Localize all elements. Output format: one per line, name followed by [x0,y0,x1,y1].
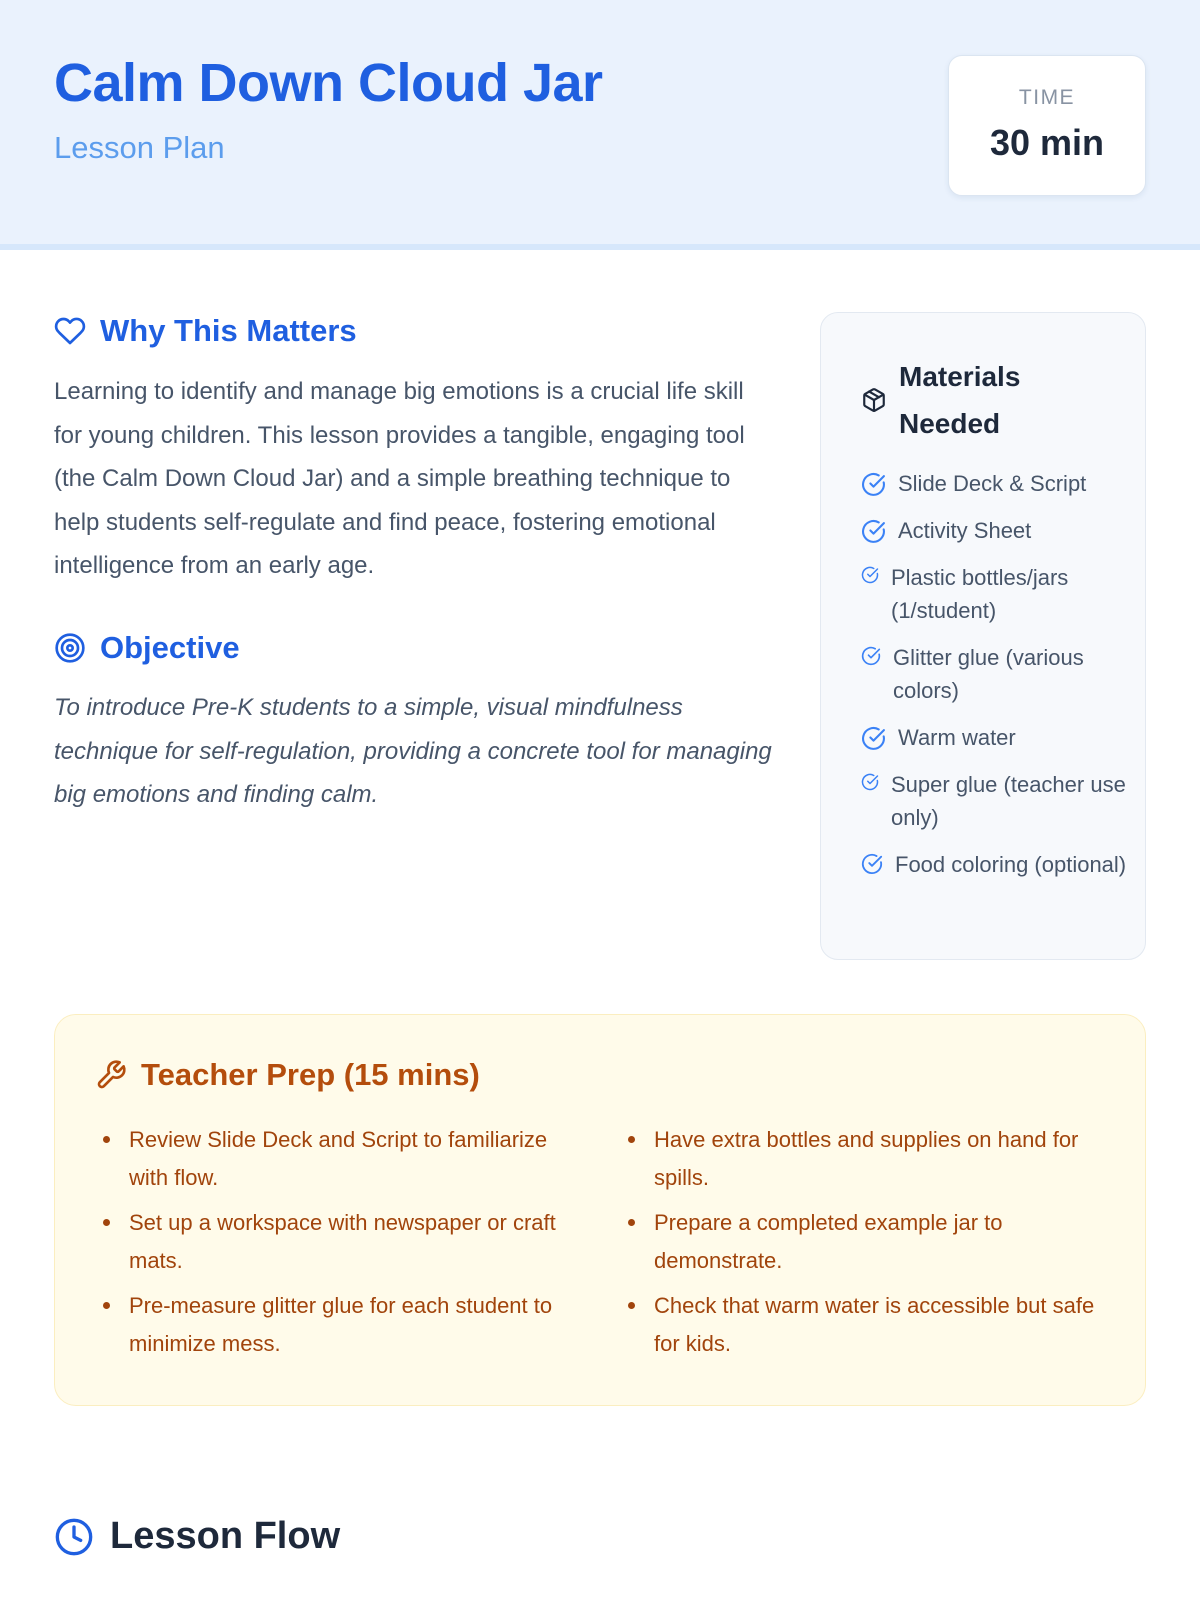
materials-card [820,312,1146,960]
check-circle-icon [861,853,883,875]
heart-icon [54,315,86,347]
materials-title: Materials Needed [899,361,1021,439]
prep-list-right [626,1121,1096,1370]
teacher-prep-card [54,1014,1146,1406]
prep-item: Have extra bottles and supplies on hand for spills. [626,1121,1096,1197]
why-text: Learning to identify and manage big emotions is a crucial life skill for young children. This lesson provides a tangible, engaging tool (the Calm Down Cloud Jar) and a simple breathing technique to help students self-regulate and find peace, fostering emotional intelligence from an early age. [54,378,745,579]
prep-item: Review Slide Deck and Script to familiarize with flow. [101,1121,571,1197]
prep-item: Prepare a completed example jar to demonstrate. [626,1204,1096,1280]
material-item: Food coloring (optional) [861,848,1131,881]
why-heading [54,313,357,349]
lesson-flow-heading-text: Lesson Flow [110,1515,341,1557]
prep-item: Check that warm water is accessible but safe for kids. [626,1287,1096,1363]
materials-list [861,467,1131,895]
package-icon [861,387,887,413]
why-heading-text: Why This Matters [100,313,357,348]
lesson-flow-heading [54,1515,340,1558]
material-item: Super glue (teacher use only) [861,768,1131,834]
material-item: Slide Deck & Script [861,467,1131,500]
material-item: Glitter glue (various colors) [861,641,1131,707]
page-subtitle: Lesson Plan [54,130,225,165]
check-circle-icon [861,773,879,791]
time-card [948,55,1146,196]
material-item: Activity Sheet [861,514,1131,547]
prep-list-left [101,1121,571,1370]
prep-item: Pre-measure glitter glue for each student to minimize mess. [101,1287,571,1363]
material-item: Warm water [861,721,1131,754]
check-circle-icon [861,646,881,666]
objective-text: To introduce Pre-K students to a simple, visual mindfulness technique for self-regulation, providing a concrete tool for managing big emotions and finding calm. [54,694,772,808]
check-circle-icon [861,519,886,544]
clock-icon [54,1517,94,1557]
page-title: Calm Down Cloud Jar [54,53,603,113]
objective-heading [54,630,240,666]
header [0,0,1200,250]
time-value: 30 min [989,122,1105,163]
prep-heading [95,1057,480,1093]
target-icon [54,632,86,664]
wrench-icon [95,1059,127,1091]
prep-heading-text: Teacher Prep (15 mins) [141,1057,480,1092]
time-label: TIME [1018,86,1076,109]
prep-item: Set up a workspace with newspaper or craft mats. [101,1204,571,1280]
check-circle-icon [861,726,886,751]
material-item: Plastic bottles/jars (1/student) [861,561,1131,627]
materials-heading [861,353,1059,447]
check-circle-icon [861,472,886,497]
check-circle-icon [861,566,879,584]
objective-heading-text: Objective [100,630,240,665]
